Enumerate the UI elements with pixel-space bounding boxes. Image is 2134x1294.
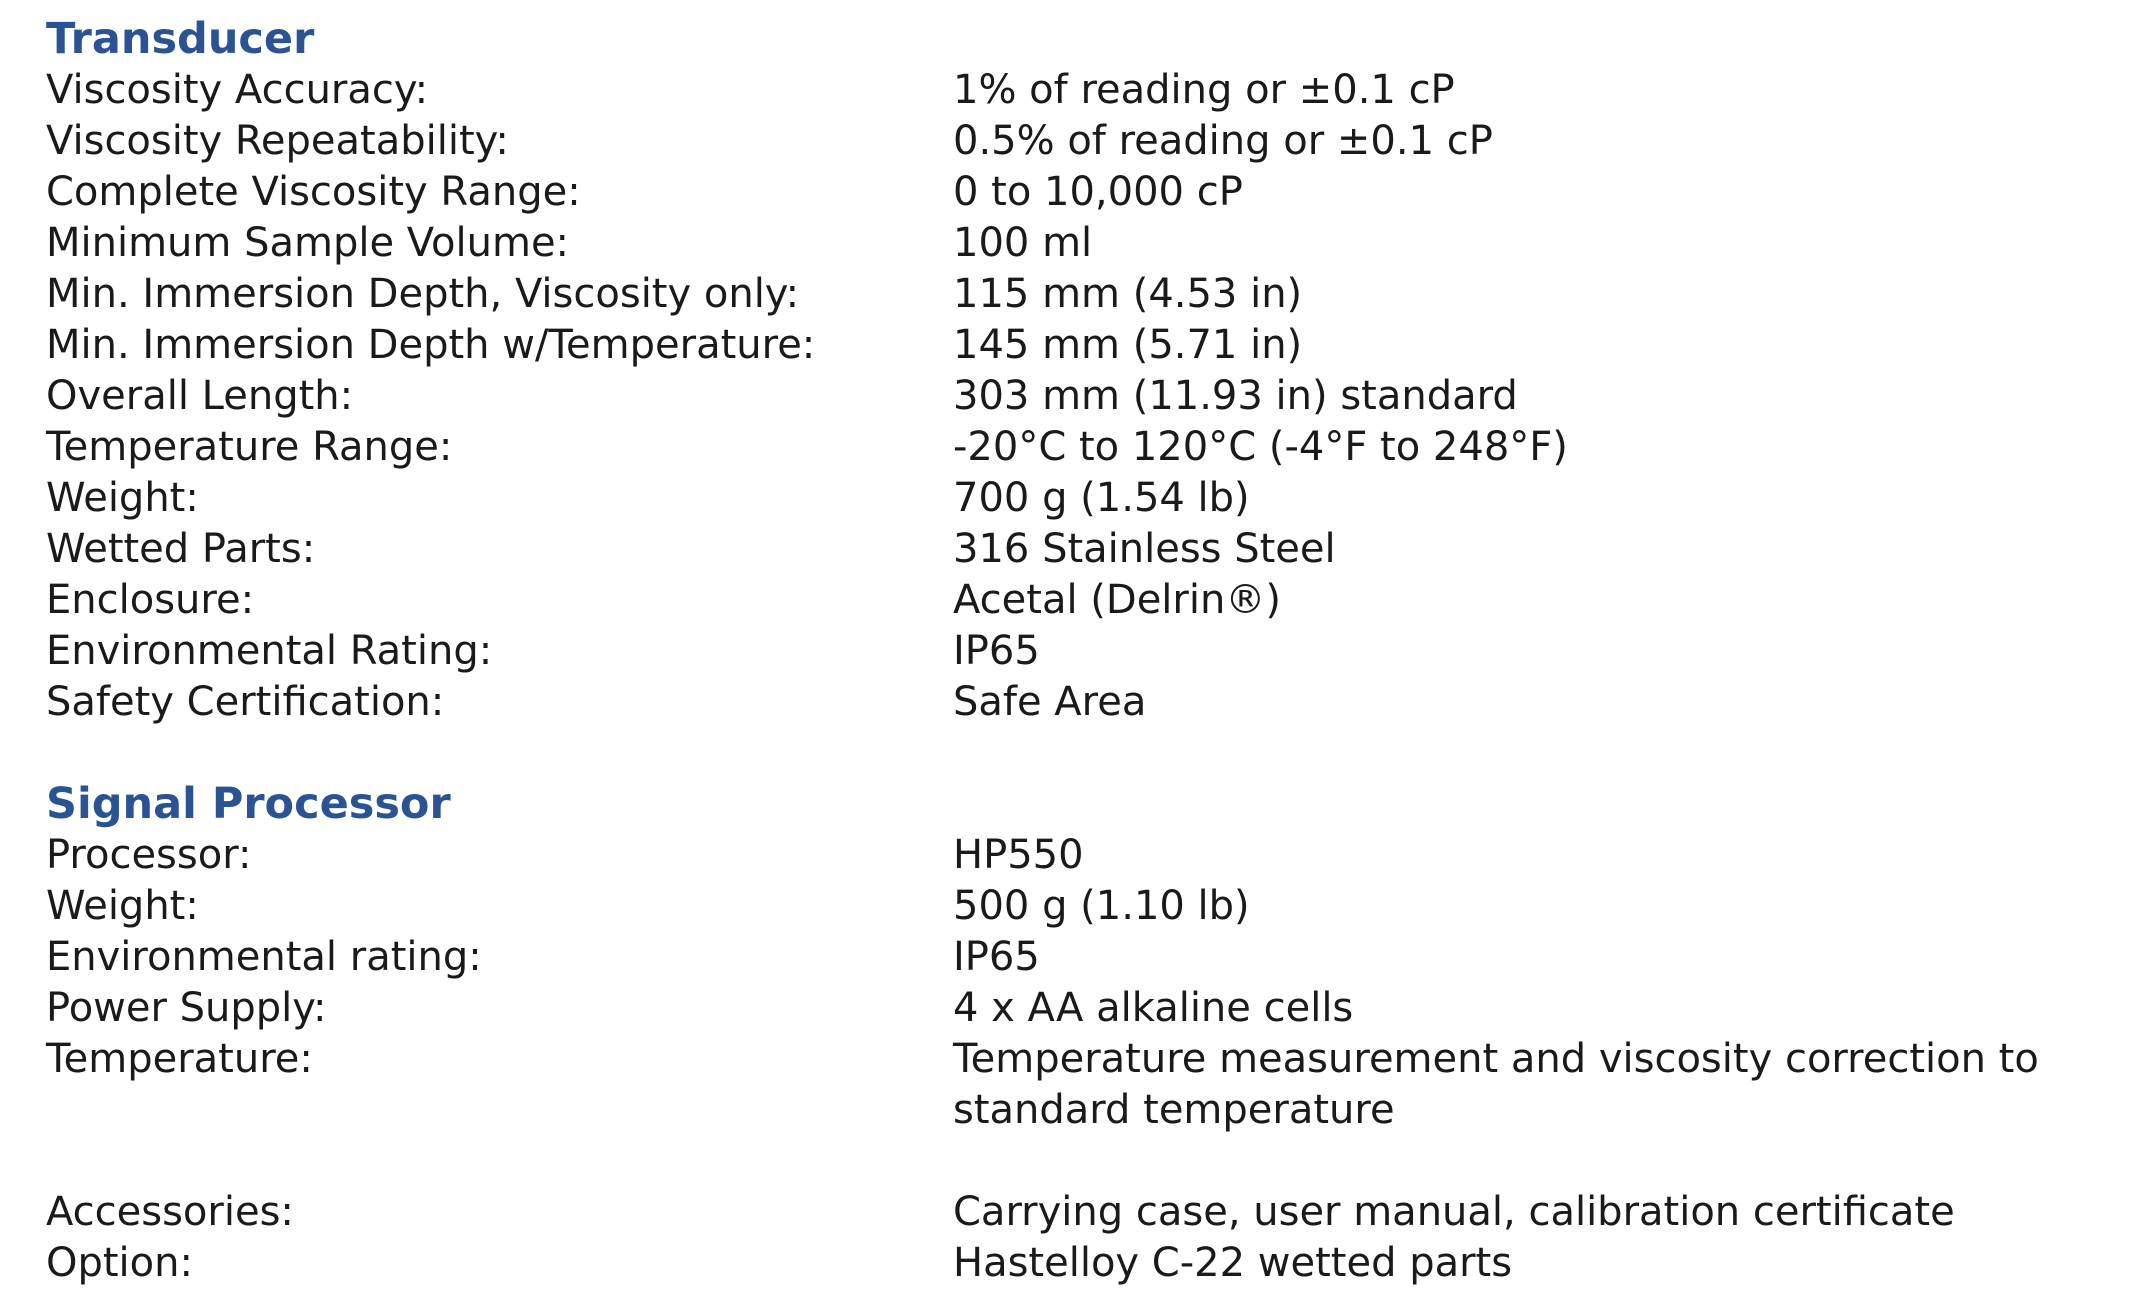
- spec-label: Enclosure:: [46, 577, 255, 623]
- spec-label: Weight:: [46, 883, 199, 929]
- spec-label: Environmental rating:: [46, 934, 482, 980]
- spec-label: Accessories:: [46, 1189, 294, 1235]
- spec-value: 500 g (1.10 lb): [953, 883, 1250, 929]
- spec-row: [46, 932, 2106, 983]
- spec-value: 303 mm (11.93 in) standard: [953, 373, 1518, 419]
- spec-row: [46, 65, 2106, 116]
- spec-value: 145 mm (5.71 in): [953, 322, 1303, 368]
- spec-row: [46, 983, 2106, 1034]
- spec-value: Temperature measurement and viscosity correction to standard temperature: [953, 1036, 2039, 1133]
- spec-label: Power Supply:: [46, 985, 327, 1031]
- spec-label: Temperature:: [46, 1036, 313, 1082]
- section-title-signal-processor: Signal Processor: [46, 779, 451, 829]
- spec-value: 100 ml: [953, 220, 1093, 266]
- spec-row: [46, 473, 2106, 524]
- section-title-transducer: Transducer: [46, 14, 315, 64]
- spec-row: [46, 677, 2106, 728]
- spec-label: Option:: [46, 1240, 193, 1286]
- spec-label: Wetted Parts:: [46, 526, 316, 572]
- spec-label: Complete Viscosity Range:: [46, 169, 581, 215]
- spec-label: Min. Immersion Depth, Viscosity only:: [46, 271, 800, 317]
- spec-value: -20°C to 120°C (-4°F to 248°F): [953, 424, 1568, 470]
- spec-value: HP550: [953, 832, 1084, 878]
- spec-value: IP65: [953, 628, 1040, 674]
- spec-label: Safety Certification:: [46, 679, 445, 725]
- spec-row: [46, 116, 2106, 167]
- spec-label: Temperature Range:: [46, 424, 453, 470]
- spec-row: [46, 575, 2106, 626]
- spec-row: [46, 218, 2106, 269]
- spec-row: [46, 524, 2106, 575]
- section-spacer: [46, 1136, 2106, 1187]
- spec-row: [46, 167, 2106, 218]
- spec-row: [46, 1034, 2106, 1136]
- spec-label: Viscosity Repeatability:: [46, 118, 509, 164]
- spec-value: 115 mm (4.53 in): [953, 271, 1303, 317]
- spec-value: 0.5% of reading or ±0.1 cP: [953, 118, 1493, 164]
- spec-value: IP65: [953, 934, 1040, 980]
- spec-value: Carrying case, user manual, calibration certificate: [953, 1189, 1955, 1235]
- spec-row: [46, 422, 2106, 473]
- section-spacer: [46, 728, 2106, 779]
- spec-row: [46, 881, 2106, 932]
- spec-value: Hastelloy C-22 wetted parts: [953, 1240, 1513, 1286]
- spec-row: [46, 1238, 2106, 1289]
- spec-label: Processor:: [46, 832, 252, 878]
- spec-value: 4 x AA alkaline cells: [953, 985, 1354, 1031]
- spec-value: Acetal (Delrin®): [953, 577, 1281, 623]
- spec-value: 0 to 10,000 cP: [953, 169, 1243, 215]
- spec-row: [46, 830, 2106, 881]
- spec-value: Safe Area: [953, 679, 1147, 725]
- spec-value: 1% of reading or ±0.1 cP: [953, 67, 1455, 113]
- spec-label: Viscosity Accuracy:: [46, 67, 429, 113]
- spec-label: Weight:: [46, 475, 199, 521]
- spec-label: Minimum Sample Volume:: [46, 220, 570, 266]
- spec-label: Environmental Rating:: [46, 628, 493, 674]
- spec-label: Min. Immersion Depth w/Temperature:: [46, 322, 816, 368]
- spec-row: [46, 320, 2106, 371]
- spec-value: 316 Stainless Steel: [953, 526, 1336, 572]
- spec-label: Overall Length:: [46, 373, 354, 419]
- spec-row: [46, 626, 2106, 677]
- spec-row: [46, 371, 2106, 422]
- spec-value: 700 g (1.54 lb): [953, 475, 1250, 521]
- spec-row: [46, 1187, 2106, 1238]
- spec-sheet: [46, 14, 2106, 1289]
- spec-row: [46, 269, 2106, 320]
